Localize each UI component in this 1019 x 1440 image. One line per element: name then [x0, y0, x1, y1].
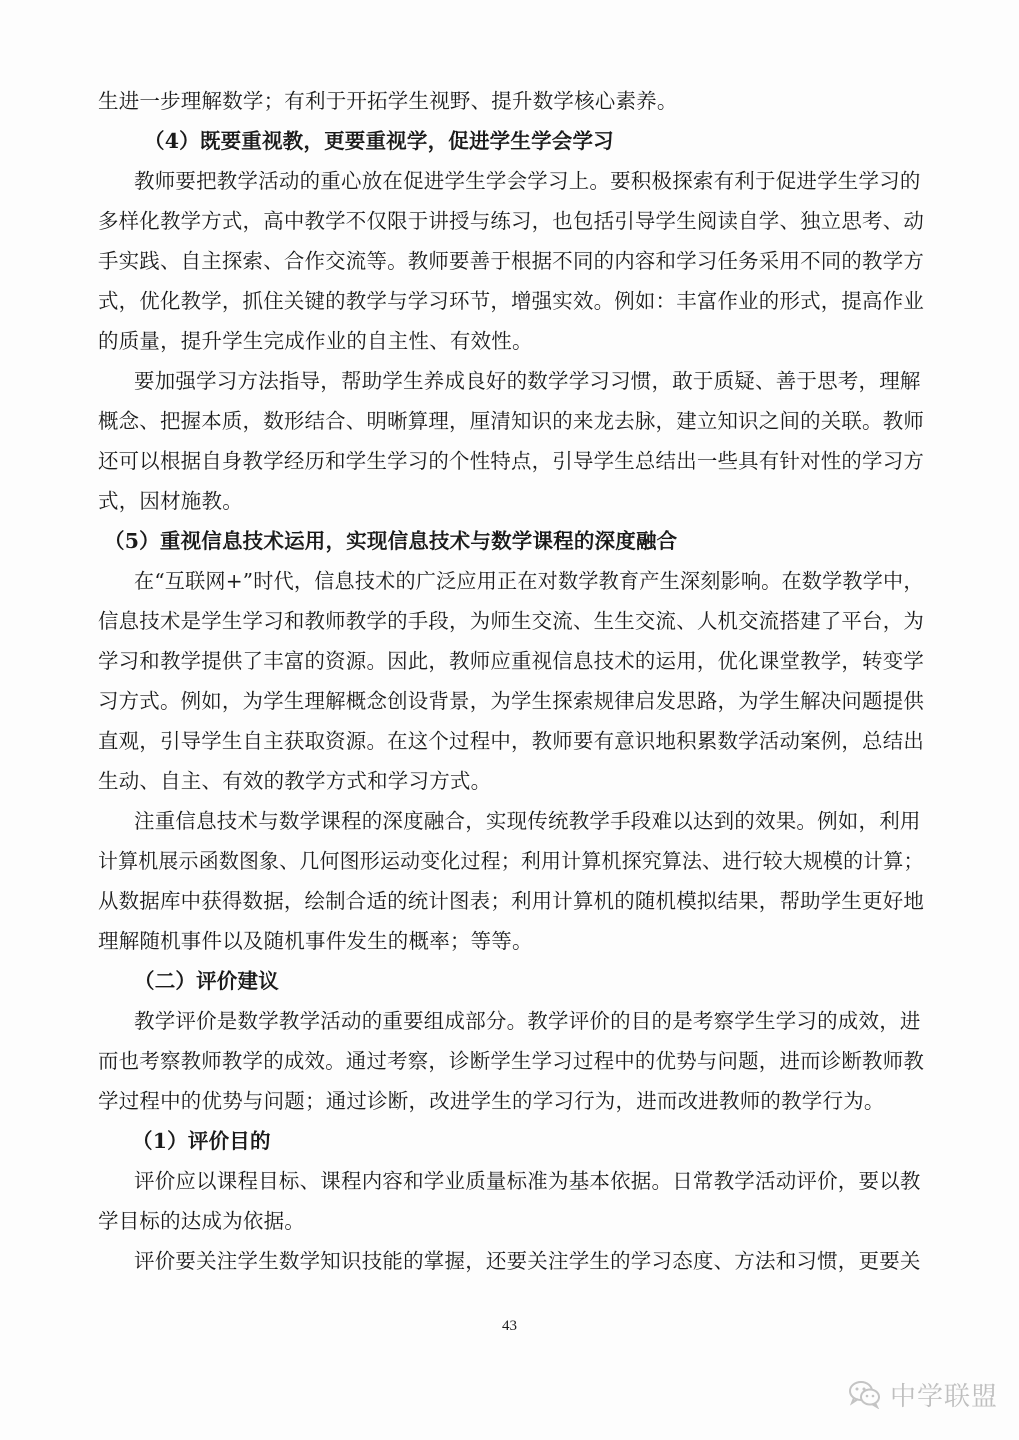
paragraph-line: 从数据库中获得数据，绘制合适的统计图表；利用计算机的随机模拟结果，帮助学生更好地 [98, 889, 925, 913]
paragraph-line: 学目标的达成为依据。 [98, 1209, 305, 1233]
paragraph-line: 还可以根据自身教学经历和学生学习的个性特点，引导学生总结出一些具有针对性的学习方 [98, 449, 925, 473]
paragraph-line: 要加强学习方法指导，帮助学生养成良好的数学学习习惯，敢于质疑、善于思考，理解 [134, 369, 921, 393]
paragraph-line: 概念、把握本质，数形结合、明晰算理，厘清知识的来龙去脉，建立知识之间的关联。教师 [98, 409, 925, 433]
paragraph-line: 生进一步理解数学；有利于开拓学生视野、提升数学核心素养。 [98, 89, 678, 113]
paragraph-line: 直观，引导学生自主获取资源。在这个过程中，教师要有意识地积累数学活动案例，总结出 [98, 729, 925, 753]
section-heading: （4）既要重视教，更要重视学，促进学生学会学习 [144, 129, 614, 153]
paragraph-line: 教学评价是数学教学活动的重要组成部分。教学评价的目的是考察学生学习的成效，进 [134, 1009, 921, 1033]
paragraph-line: 评价要关注学生数学知识技能的掌握，还要关注学生的学习态度、方法和习惯，更要关 [134, 1249, 921, 1273]
paragraph-line: 学过程中的优势与问题；通过诊断，改进学生的学习行为，进而改进教师的教学行为。 [98, 1089, 885, 1113]
paragraph-line: 多样化教学方式，高中教学不仅限于讲授与练习，也包括引导学生阅读自学、独立思考、动 [98, 209, 925, 233]
watermark [848, 1374, 998, 1414]
paragraph-line: 学习和教学提供了丰富的资源。因此，教师应重视信息技术的运用，优化课堂教学，转变学 [98, 649, 925, 673]
paragraph-line: 理解随机事件以及随机事件发生的概率；等等。 [98, 929, 533, 953]
section-heading: （1）评价目的 [132, 1129, 271, 1153]
paragraph-line: 教师要把教学活动的重心放在促进学生学会学习上。要积极探索有利于促进学生学习的 [134, 169, 921, 193]
paragraph-line: 手实践、自主探索、合作交流等。教师要善于根据不同的内容和学习任务采用不同的教学方 [98, 249, 925, 273]
wechat-icon [848, 1379, 882, 1409]
paragraph-line: 在“互联网+”时代，信息技术的广泛应用正在对数学教育产生深刻影响。在数学教学中， [134, 569, 924, 593]
section-heading: （5）重视信息技术运用，实现信息技术与数学课程的深度融合 [104, 529, 678, 553]
paragraph-line: 信息技术是学生学习和教师教学的手段，为师生交流、生生交流、人机交流搭建了平台，为 [98, 609, 925, 633]
paragraph-line: 而也考察教师教学的成效。通过考察，诊断学生学习过程中的优势与问题，进而诊断教师教 [98, 1049, 925, 1073]
paragraph-line: 注重信息技术与数学课程的深度融合，实现传统教学手段难以达到的效果。例如，利用 [134, 809, 921, 833]
page-number: 43 [502, 1318, 517, 1334]
paragraph-line: 式，优化教学，抓住关键的教学与学习环节，增强实效。例如：丰富作业的形式，提高作业 [98, 289, 925, 313]
section-heading: （二）评价建议 [134, 969, 279, 993]
paragraph-line: 的质量，提升学生完成作业的自主性、有效性。 [98, 329, 533, 353]
watermark-text: 中学联盟 [890, 1381, 999, 1412]
paragraph-line: 式，因材施教。 [98, 489, 243, 513]
paragraph-line: 习方式。例如，为学生理解概念创设背景，为学生探索规律启发思路，为学生解决问题提供 [98, 689, 925, 713]
paragraph-line: 计算机展示函数图象、几何图形运动变化过程；利用计算机探究算法、进行较大规模的计算； [98, 849, 924, 873]
paragraph-line: 评价应以课程目标、课程内容和学业质量标准为基本依据。日常教学活动评价，要以教 [134, 1169, 921, 1193]
paragraph-line: 生动、自主、有效的教学方式和学习方式。 [98, 769, 492, 793]
